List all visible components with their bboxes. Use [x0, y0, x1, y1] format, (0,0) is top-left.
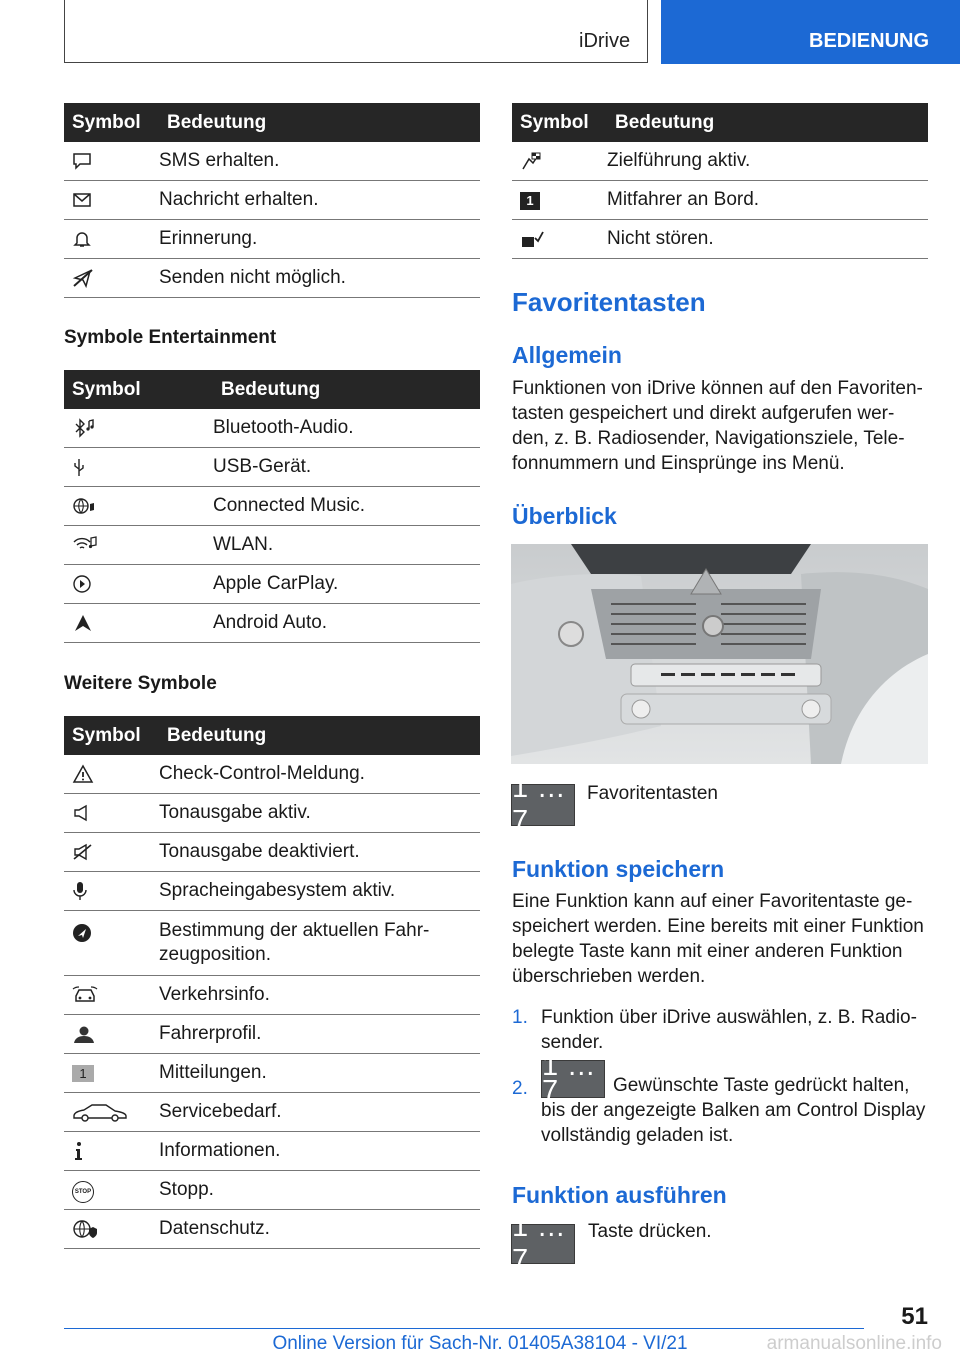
save-steps-list [512, 1005, 930, 1160]
connected-music-icon [64, 487, 213, 526]
privacy-icon [64, 1210, 159, 1249]
table-header-row [64, 716, 480, 755]
table-row [64, 755, 480, 794]
service-car-icon [64, 1093, 159, 1132]
step-number: 2. [512, 1078, 528, 1099]
table-row [64, 259, 480, 298]
envelope-icon [64, 181, 159, 220]
paragraph-line: speichert werden. Eine bereits mit einer Funktion [512, 916, 924, 937]
info-icon [64, 1132, 159, 1171]
row-text: Servicebedarf. [159, 1093, 480, 1132]
do-not-disturb-icon [512, 220, 607, 259]
table-row [64, 487, 480, 526]
column-header-meaning: Bedeutung [159, 716, 480, 755]
paragraph-line: fonnummern und Einsprünge ins Menü. [512, 453, 845, 474]
passenger-badge: 1 [520, 192, 540, 210]
list-item [512, 1050, 930, 1148]
step-line: Gewünschte Taste gedrückt halten, [613, 1075, 910, 1096]
speaker-icon [64, 794, 159, 833]
paragraph-line: überschrieben werden. [512, 966, 706, 987]
notification-count-badge: 1 [72, 1065, 94, 1082]
row-text: Tonausgabe deaktiviert. [159, 833, 480, 872]
execute-text: Taste drücken. [588, 1221, 712, 1242]
row-text: Mitfahrer an Bord. [607, 181, 928, 220]
step-line: vollständig geladen ist. [541, 1125, 734, 1146]
header-chapter-tab: BEDIENUNG [661, 0, 960, 64]
route-guidance-icon [512, 142, 607, 181]
row-text: Informationen. [159, 1132, 480, 1171]
android-auto-icon [64, 604, 213, 643]
row-text: Erinnerung. [159, 220, 480, 259]
table-header-row [64, 103, 480, 142]
row-text: WLAN. [213, 526, 480, 565]
column-header-symbol: Symbol [512, 103, 607, 142]
column-header-symbol: Symbol [64, 716, 159, 755]
row-text: Nicht stören. [607, 220, 928, 259]
row-text: Senden nicht möglich. [159, 259, 480, 298]
paragraph-line: Eine Funktion kann auf einer Favoritentaste ge- [512, 891, 913, 912]
paragraph-line: belegte Taste kann mit einer anderen Funktion [512, 941, 903, 962]
row-text-line: zeugposition. [159, 944, 271, 965]
table-row [64, 181, 480, 220]
table-row [64, 1210, 480, 1249]
table-header-row [512, 103, 928, 142]
further-symbols-heading: Weitere Symbole [64, 673, 217, 694]
table-row [64, 409, 480, 448]
wlan-audio-icon [64, 526, 213, 565]
message-bubble-icon [64, 142, 159, 181]
microphone-icon [64, 872, 159, 911]
table-status-symbols [512, 103, 928, 259]
page-number: 51 [901, 1303, 928, 1330]
dashboard-photo [511, 544, 928, 764]
row-text: Tonausgabe aktiv. [159, 794, 480, 833]
row-text-line: Bestimmung der aktuellen Fahr- [159, 920, 430, 941]
table-row [64, 1093, 480, 1132]
table-row [512, 220, 928, 259]
table-row [64, 872, 480, 911]
table-row [64, 976, 480, 1015]
row-text: SMS erhalten. [159, 142, 480, 181]
table-row [64, 1054, 480, 1093]
row-text: Android Auto. [213, 604, 480, 643]
table-header-row [64, 370, 480, 409]
list-item [512, 1005, 930, 1055]
favorite-keys-inline-image: 1 ... 7 [541, 1060, 605, 1098]
warning-triangle-icon [64, 755, 159, 794]
column-header-symbol: Symbol [64, 103, 159, 142]
notification-count-icon [64, 1054, 159, 1093]
paragraph-line: tasten gespeichert und direkt aufgerufen wer- [512, 403, 895, 424]
table-further-symbols [64, 716, 480, 1249]
table-row [512, 181, 928, 220]
row-text: Connected Music. [213, 487, 480, 526]
column-header-meaning: Bedeutung [607, 103, 928, 142]
table-row [64, 142, 480, 181]
table-messages [64, 103, 480, 298]
send-disabled-icon [64, 259, 159, 298]
table-row [64, 565, 480, 604]
overview-caption: Favoritentasten [587, 783, 718, 804]
column-header-meaning: Bedeutung [159, 103, 480, 142]
execute-function-title: Funktion ausführen [512, 1182, 727, 1208]
step-line: sender. [541, 1032, 604, 1053]
header-frame [64, 0, 648, 63]
table-row [64, 1015, 480, 1054]
row-text: Check-Control-Meldung. [159, 755, 480, 794]
table-row [64, 1132, 480, 1171]
column-header-symbol: Symbol [64, 370, 213, 409]
table-row [64, 604, 480, 643]
save-function-paragraph [512, 889, 930, 989]
favorite-keys-image: 1 ... 7 [511, 784, 575, 826]
row-text [159, 911, 480, 976]
table-row [64, 833, 480, 872]
row-text: Bluetooth-Audio. [213, 409, 480, 448]
step-first-line [541, 1050, 930, 1107]
table-entertainment [64, 370, 480, 643]
header-section-title: iDrive [579, 30, 631, 52]
footer-text: Online Version für Sach-Nr. 01405A38104 - VI/21 [272, 1333, 688, 1354]
usb-icon [64, 448, 213, 487]
table-row [64, 220, 480, 259]
row-text: Nachricht erhalten. [159, 181, 480, 220]
row-text: Datenschutz. [159, 1210, 480, 1249]
table-row [64, 448, 480, 487]
row-text: Zielführung aktiv. [607, 142, 928, 181]
table-row [64, 911, 480, 976]
navigation-arrow-icon [64, 911, 159, 976]
table-row [64, 794, 480, 833]
traffic-info-icon [64, 976, 159, 1015]
general-paragraph [512, 376, 930, 476]
row-text: Mitteilungen. [159, 1054, 480, 1093]
save-function-title: Funktion speichern [512, 856, 725, 882]
table-row [64, 526, 480, 565]
row-text: Apple CarPlay. [213, 565, 480, 604]
general-title: Allgemein [512, 342, 622, 368]
paragraph-line: den, z. B. Radiosender, Navigationsziele, Tele- [512, 428, 905, 449]
column-header-meaning: Bedeutung [213, 370, 480, 409]
row-text: Spracheingabesystem aktiv. [159, 872, 480, 911]
table-row [64, 1171, 480, 1210]
stop-badge: STOP [72, 1181, 94, 1203]
step-line: Funktion über iDrive auswählen, z. B. Radio- [541, 1007, 917, 1028]
overview-title: Überblick [512, 503, 617, 529]
step-number: 1. [512, 1007, 528, 1028]
step-line: bis der angezeigte Balken am Control Display [541, 1100, 926, 1121]
bell-icon [64, 220, 159, 259]
speaker-muted-icon [64, 833, 159, 872]
favorite-keys-image: 1 ... 7 [511, 1224, 575, 1264]
stop-icon [64, 1171, 159, 1210]
table-row [512, 142, 928, 181]
watermark: armanualsonline.info [766, 1333, 942, 1354]
footer-divider [64, 1328, 864, 1329]
passenger-icon [512, 181, 607, 220]
entertainment-heading: Symbole Entertainment [64, 327, 277, 348]
row-text: Verkehrsinfo. [159, 976, 480, 1015]
bluetooth-audio-icon [64, 409, 213, 448]
carplay-icon [64, 565, 213, 604]
paragraph-line: Funktionen von iDrive können auf den Favoriten- [512, 378, 923, 399]
row-text: USB-Gerät. [213, 448, 480, 487]
row-text: Fahrerprofil. [159, 1015, 480, 1054]
driver-profile-icon [64, 1015, 159, 1054]
row-text: Stopp. [159, 1171, 480, 1210]
favorites-title: Favoritentasten [512, 287, 706, 317]
